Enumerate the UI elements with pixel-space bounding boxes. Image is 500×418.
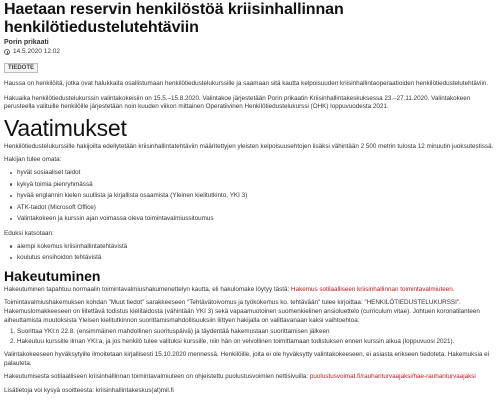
requirements-heading: Vaatimukset [4,114,127,141]
list-item: 1. Suorittaa YKI:n 22.8. (ensimmäinen mahdollinen suorituspäivä) ja täydentää hakemustaan suorittamisen jälkeen [10,328,330,336]
instructions-link[interactable]: puolustusvoimat.fi/rauhanturvaajaksi/hae-rauhanturvaajaksi [309,373,476,381]
expected-label: Hakijan tulee omata: [4,156,62,164]
merits-label: Eduksi katsotaan: [4,229,54,237]
options-list [4,327,496,346]
application-p3: Valintakokeeseen hyväksytyille ilmoitetaan kirjallisesti 15.10.2020 mennessä. Henkilöille, joita ei ole hyväksytty valintakokeeseen, ei asiasta erikseen tiedoteta. Hakemuksia ei palauteta. [4,351,489,367]
application-p1-text: Hakeutuminen tapahtuu normaalin toimintavalmiushakumenettelyn kautta, eli hakulomake löytyy tästä: [4,285,292,293]
contact-info: Lisätietoja voi kysyä osoitteesta: kriisinhallintakeskus(at)mil.fi [4,387,174,395]
application-p2: Toimintavalmiushakemuksen kohdan "Muut tiedot" sarakkeeseen "Tehtävätoivomus ja työkokemus ko. tehtävään" tulee kirjoittaa: "HENKILÖTIEDUSTELUKURSSI". Hakemuslomakkeeseen on liitettävä todistus kielitaidosta (vähintään YKI 3) sekä vapaamuotoinen suomenkielinen ansioluettelo (curriculum vitae). Johtuen koronatilanteen aiheuttamista muutoksista Yleisen kielitutkinnon suorittamismahdollisuuksiin liittyen hakijalla on valittavanaan kaksi vaihtoehtoa: [4,299,480,324]
application-form-link[interactable]: Hakemus sotilaalliseen kriisinhallinnan toimintavalmiuteen. [291,285,455,293]
list-item: koulutus ensihoidon tehtävistä [10,252,496,264]
category-tag[interactable]: TIEDOTE [4,63,38,73]
list-item: ATK-taidot (Microsoft Office) [10,202,496,214]
expected-list [4,167,496,225]
application-p4-text: Hakeutumisesta sotilaalliseen kriisinhallinnan toimintavalmiuteen on ohjeistettu puolustusvoimien nettisivuilla: [4,373,310,381]
application-heading: Hakeutuminen [4,267,101,284]
article-intro: Hakuaika henkilötiedustelukurssin valintakokeisiin on 15.5.–15.8.2020. Valintakoe järjestetään Porin prikaatin Kriisinhallintakeskuksessa 23.–27.11.2020. Valintakokeen perusteella valituille henkilöille järjestetään noin kuuden viikon mittainen Operatiivinen Henkilötiedustelukurssi (OHK) loppuvuodesta 2021. [4,94,471,111]
application-p1 [4,286,496,295]
list-item: hyvät sosiaaliset taidot [10,167,496,179]
list-item: 2. Hakeutuu kurssille ilman YKI:a, ja jos henkilö tulee valituksi kurssille, niin hän on velvollinen toimittamaan todistuksen ennen kurssin alkua (loppuvuosi 2021). [10,337,455,345]
list-item: hyvää englannin kielen suullista ja kirjallista osaamista (Yleinen kielitutkinto, YKI 3) [10,190,496,202]
application-p4 [4,373,496,382]
list-item: Valintakokeen ja kurssin ajan voimassa oleva toimintavalmiussitoumus [10,213,496,225]
article-source: Porin prikaati [4,39,49,46]
article-meta [4,48,496,56]
requirements-intro: Henkilötiedustelukurssille hakijoilta edellytetään kriisinhallintatehtäviin määritettyjen yleisten kelpoisuusehtojen lisäksi vähintään 2 500 metrin tulosta 12 minuutin juoksutestissä. [4,142,494,150]
article-date: 14.5.2020 12.02 [13,48,60,55]
article-lead: Haussa on henkilöitä, jotka ovat halukkaita osallistumaan henkilötiedustelukurssille ja saamaan sitä kautta kelpoisuuden kriisinhallintaoperaatioiden henkilötiedustelutehtäviin. [4,80,489,87]
article-title: Haetaan reservin henkilöstöä kriisinhallinnan henkilötiedustelutehtäviin [4,1,344,36]
clock-icon [4,49,10,55]
merits-list [4,241,496,264]
list-item: kykyä toimia pienryhmässä [10,179,496,191]
list-item: aiempi kokemus kriisinhallintatehtävistä [10,241,496,253]
